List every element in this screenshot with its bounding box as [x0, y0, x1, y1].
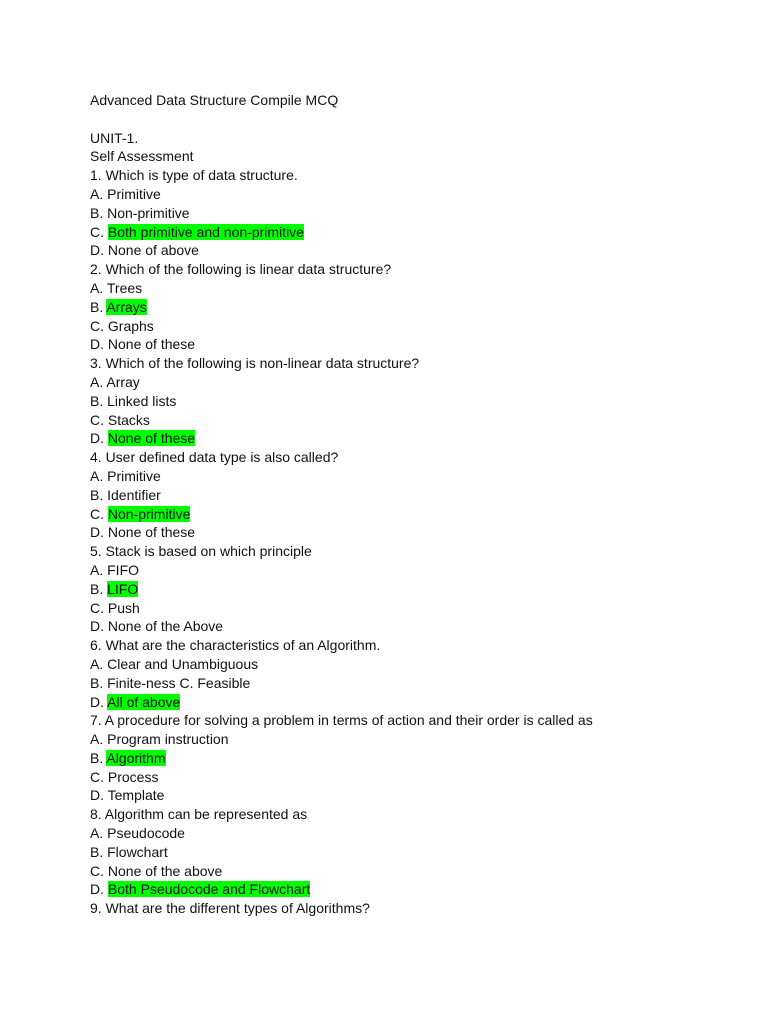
option-text: Program instruction: [107, 731, 229, 748]
option-prefix: D.: [90, 693, 108, 710]
option-prefix: B.: [90, 486, 108, 503]
option-prefix: A.: [90, 185, 108, 202]
answer-option: [90, 223, 730, 242]
answer-option: [90, 693, 730, 712]
option-prefix: D.: [90, 787, 108, 804]
correct-answer-highlight: Both primitive and non-primitive: [107, 223, 304, 240]
correct-answer-highlight: Both Pseudocode and Flowchart: [107, 881, 311, 898]
option-prefix: B.: [90, 674, 108, 691]
answer-option: [90, 279, 730, 298]
option-prefix: C.: [90, 768, 108, 785]
option-prefix: A.: [90, 467, 108, 484]
option-prefix: B.: [90, 749, 107, 766]
option-text: Graphs: [107, 317, 154, 334]
answer-option: [90, 335, 730, 354]
unit-heading: UNIT-1.: [90, 129, 139, 146]
answer-option: [90, 392, 730, 411]
question-text: 3. Which of the following is non-linear data structure?: [90, 355, 420, 372]
option-prefix: A.: [90, 561, 108, 578]
document-title: Advanced Data Structure Compile MCQ: [90, 92, 339, 108]
answer-option: [90, 749, 730, 768]
option-text: Pseudocode: [107, 825, 185, 842]
answer-option: [90, 843, 730, 862]
option-prefix: A.: [90, 655, 108, 672]
correct-answer-highlight: All of above: [107, 693, 181, 710]
option-prefix: C.: [90, 505, 108, 522]
question-text: 8. Algorithm can be represented as: [90, 806, 308, 823]
option-prefix: A.: [90, 279, 107, 296]
option-text: Linked lists: [107, 392, 177, 409]
answer-option: [90, 730, 730, 749]
question-text: 2. Which of the following is linear data structure?: [90, 261, 392, 278]
option-prefix: C.: [90, 411, 108, 428]
answer-option: [90, 486, 730, 505]
answer-option: [90, 786, 730, 805]
option-prefix: A.: [90, 825, 108, 842]
option-prefix: B.: [90, 392, 108, 409]
answer-option: [90, 599, 730, 618]
answer-option: [90, 824, 730, 843]
option-prefix: D.: [90, 430, 108, 447]
correct-answer-highlight: Algorithm: [106, 749, 166, 766]
option-prefix: D.: [90, 242, 108, 259]
correct-answer-highlight: None of these: [107, 430, 196, 447]
answer-option: [90, 505, 730, 524]
answer-option: [90, 298, 730, 317]
answer-option: [90, 523, 730, 542]
option-prefix: D.: [90, 881, 108, 898]
option-prefix: A.: [90, 731, 108, 748]
question-text: 9. What are the different types of Algorithms?: [90, 900, 370, 917]
correct-answer-highlight: Non-primitive: [107, 505, 191, 522]
question-text: 6. What are the characteristics of an Algorithm.: [90, 637, 381, 654]
option-text: None of the Above: [107, 618, 224, 635]
option-prefix: C.: [90, 317, 108, 334]
option-text: Non-primitive: [107, 204, 190, 221]
option-prefix: B.: [90, 204, 108, 221]
answer-option: [90, 768, 730, 787]
option-text: Array: [106, 373, 140, 390]
question-list: [90, 166, 730, 918]
option-text: None of these: [107, 524, 196, 541]
option-text: Flowchart: [107, 843, 168, 860]
option-text: Clear and Unambiguous: [107, 655, 259, 672]
answer-option: [90, 185, 730, 204]
blank-line: [90, 110, 730, 129]
answer-option: [90, 617, 730, 636]
option-text: Process: [107, 768, 159, 785]
option-text: FIFO: [107, 561, 140, 578]
option-prefix: A.: [90, 373, 107, 390]
option-prefix: D.: [90, 524, 108, 541]
option-prefix: D.: [90, 618, 108, 635]
answer-option: [90, 561, 730, 580]
section-heading: Self Assessment: [90, 148, 194, 165]
option-prefix: C.: [90, 223, 108, 240]
answer-option: [90, 317, 730, 336]
option-text: Identifier: [107, 486, 161, 503]
answer-option: [90, 429, 730, 448]
document-page: [90, 91, 730, 918]
answer-option: [90, 204, 730, 223]
option-prefix: B.: [90, 298, 107, 315]
answer-option: [90, 674, 730, 693]
question-text: 4. User defined data type is also called?: [90, 449, 339, 466]
option-text: Primitive: [107, 467, 161, 484]
option-text: Push: [107, 599, 140, 616]
answer-option: [90, 580, 730, 599]
correct-answer-highlight: Arrays: [106, 298, 147, 315]
question-text: 5. Stack is based on which principle: [90, 543, 312, 560]
option-prefix: C.: [90, 862, 108, 879]
answer-option: [90, 373, 730, 392]
answer-option: [90, 411, 730, 430]
correct-answer-highlight: LIFO: [107, 580, 139, 597]
option-text: Finite-ness C. Feasible: [107, 674, 251, 691]
option-text: None of these: [107, 336, 196, 353]
answer-option: [90, 655, 730, 674]
option-text: Primitive: [107, 185, 161, 202]
question-text: 1. Which is type of data structure.: [90, 167, 298, 184]
option-prefix: B.: [90, 843, 108, 860]
answer-option: [90, 862, 730, 881]
option-text: Stacks: [107, 411, 150, 428]
option-text: None of above: [107, 242, 199, 259]
option-prefix: C.: [90, 599, 108, 616]
answer-option: [90, 880, 730, 899]
option-text: Template: [107, 787, 165, 804]
option-prefix: D.: [90, 336, 108, 353]
option-text: None of the above: [107, 862, 223, 879]
answer-option: [90, 241, 730, 260]
answer-option: [90, 467, 730, 486]
option-text: Trees: [106, 279, 143, 296]
question-text: 7. A procedure for solving a problem in terms of action and their order is called as: [90, 712, 593, 729]
option-prefix: B.: [90, 580, 108, 597]
